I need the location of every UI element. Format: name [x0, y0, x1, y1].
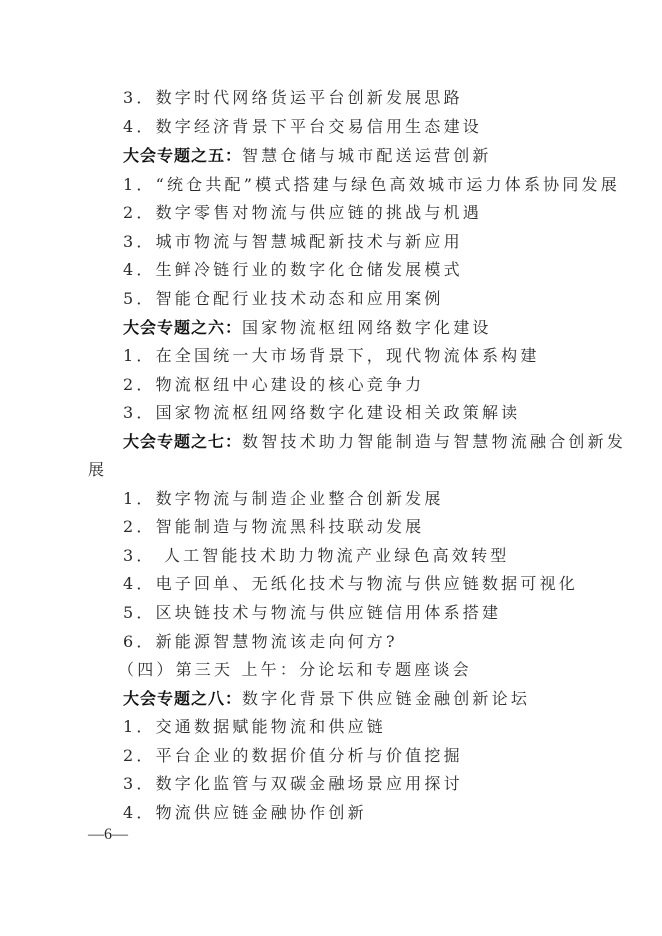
list-item: 1．交通数据赋能物流和供应链: [123, 717, 386, 736]
list-item: 2．数字零售对物流与供应链的挑战与机遇: [123, 203, 482, 222]
list-item: 1．“统仓共配”模式搭建与绿色高效城市运力体系协同发展: [123, 175, 620, 194]
heading-title: 国家物流枢纽网络数字化建设: [242, 318, 492, 337]
list-item: 2．物流枢纽中心建设的核心竞争力: [123, 375, 425, 394]
list-item: 5．智能仓配行业技术动态和应用案例: [123, 289, 444, 308]
section-heading: [123, 318, 492, 338]
list-item: 3．数字时代网络货运平台创新发展思路: [123, 88, 463, 107]
heading-title: 数字化背景下供应链金融创新论坛: [242, 689, 531, 708]
list-item: 1．数字物流与制造企业整合创新发展: [123, 489, 444, 508]
heading-label: 大会专题之六：: [123, 318, 243, 337]
list-item: 3．城市物流与智慧城配新技术与新应用: [123, 232, 463, 251]
heading-label: 大会专题之七：: [123, 432, 243, 451]
heading-title: 智慧仓储与城市配送运营创新: [242, 146, 492, 165]
heading-label: 大会专题之五：: [123, 146, 243, 165]
page-number: —6—: [88, 826, 128, 843]
list-item: 4．电子回单、无纸化技术与物流与供应链数据可视化: [123, 574, 578, 593]
list-item: 3． 人工智能技术助力物流产业绿色高效转型: [123, 546, 510, 565]
heading-title: 数智技术助力智能制造与智慧物流融合创新发: [242, 432, 627, 451]
heading-label: 大会专题之八：: [123, 689, 243, 708]
section-heading: [123, 432, 626, 452]
list-item: 4．物流供应链金融协作创新: [123, 803, 367, 822]
list-item: 2．智能制造与物流黑科技联动发展: [123, 517, 425, 536]
section-heading: [123, 146, 492, 166]
section-heading: [123, 689, 530, 709]
list-item: 4．生鲜冷链行业的数字化仓储发展模式: [123, 260, 463, 279]
list-item: 5．区块链技术与物流与供应链信用体系搭建: [123, 603, 502, 622]
subsection-heading: （四）第三天 上午：分论坛和专题座谈会: [118, 660, 472, 679]
heading-continuation: 展: [88, 460, 108, 479]
list-item: 3．国家物流枢纽网络数字化建设相关政策解读: [123, 403, 521, 422]
list-item: 3．数字化监管与双碳金融场景应用探讨: [123, 774, 463, 793]
list-item: 2．平台企业的数据价值分析与价值挖掘: [123, 746, 463, 765]
list-item: 6．新能源智慧物流该走向何方?: [123, 632, 398, 651]
list-item: 1．在全国统一大市场背景下，现代物流体系构建: [123, 346, 540, 365]
list-item: 4．数字经济背景下平台交易信用生态建设: [123, 117, 482, 136]
